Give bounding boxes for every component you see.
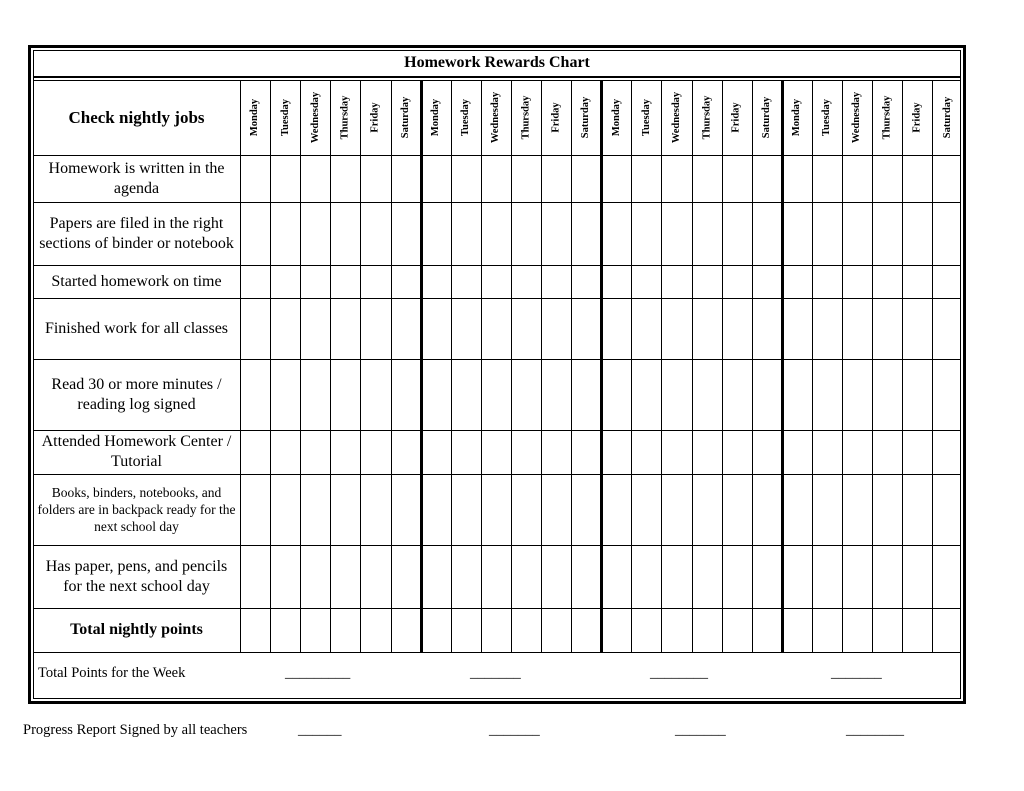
check-cell[interactable] [842, 265, 872, 298]
check-cell[interactable] [631, 265, 661, 298]
check-cell[interactable] [300, 155, 330, 202]
check-cell[interactable] [330, 265, 360, 298]
day-header [270, 80, 300, 155]
check-cell[interactable] [692, 265, 722, 298]
check-cell[interactable] [722, 202, 752, 265]
check-cell[interactable] [300, 474, 330, 545]
check-cell[interactable] [722, 298, 752, 359]
check-cell[interactable] [812, 155, 842, 202]
day-header-label: Monday [430, 98, 442, 137]
day-header-label: Saturday [941, 96, 953, 139]
check-cell[interactable] [541, 202, 571, 265]
check-cell[interactable] [752, 202, 782, 265]
day-header [932, 80, 962, 155]
day-header [601, 80, 631, 155]
check-cell[interactable] [330, 430, 360, 474]
check-cell[interactable] [722, 545, 752, 608]
day-header-label: Thursday [881, 95, 893, 140]
check-cell[interactable] [481, 608, 511, 652]
week-total-blank[interactable]: _______ [470, 665, 521, 681]
progress-report-blank[interactable]: _______ [489, 722, 540, 738]
check-cell[interactable] [842, 155, 872, 202]
check-cell[interactable] [812, 430, 842, 474]
day-header-label: Tuesday [279, 99, 291, 136]
task-label: Papers are filed in the right sections of binder or notebook [39, 214, 234, 252]
check-cell[interactable] [601, 359, 631, 430]
check-cell[interactable] [541, 298, 571, 359]
check-cell[interactable] [511, 155, 541, 202]
day-header-label: Friday [731, 102, 743, 133]
check-cell[interactable] [752, 359, 782, 430]
check-cell[interactable] [872, 155, 902, 202]
check-cell[interactable] [421, 474, 451, 545]
check-cell[interactable] [872, 298, 902, 359]
check-cell[interactable] [601, 298, 631, 359]
task-label: Finished work for all classes [44, 319, 229, 337]
check-cell[interactable] [661, 298, 691, 359]
check-cell[interactable] [902, 430, 932, 474]
check-cell[interactable] [692, 359, 722, 430]
check-cell[interactable] [752, 298, 782, 359]
check-cell[interactable] [571, 545, 601, 608]
check-cell[interactable] [511, 265, 541, 298]
day-header [481, 80, 511, 155]
check-cell[interactable] [661, 155, 691, 202]
check-cell[interactable] [752, 155, 782, 202]
check-cell[interactable] [511, 430, 541, 474]
check-cell[interactable] [872, 474, 902, 545]
day-header-label: Friday [911, 102, 923, 133]
day-header [571, 80, 601, 155]
day-header-label: Thursday [701, 95, 713, 140]
day-header-label: Thursday [520, 95, 532, 140]
check-cell[interactable] [360, 298, 390, 359]
check-cell[interactable] [932, 155, 962, 202]
check-cell[interactable] [541, 430, 571, 474]
check-cell[interactable] [541, 608, 571, 652]
check-cell[interactable] [661, 359, 691, 430]
check-cell[interactable] [872, 608, 902, 652]
check-cell[interactable] [240, 359, 270, 430]
check-cell[interactable] [812, 265, 842, 298]
check-cell[interactable] [270, 155, 300, 202]
check-cell[interactable] [752, 265, 782, 298]
day-header-label: Friday [369, 102, 381, 133]
check-cell[interactable] [631, 298, 661, 359]
check-cell[interactable] [360, 265, 390, 298]
check-cell[interactable] [571, 474, 601, 545]
check-cell[interactable] [391, 359, 421, 430]
check-cell[interactable] [541, 474, 571, 545]
check-cell[interactable] [932, 474, 962, 545]
check-cell[interactable] [451, 430, 481, 474]
day-header-label: Monday [249, 98, 261, 137]
day-header [752, 80, 782, 155]
check-cell[interactable] [902, 202, 932, 265]
check-cell[interactable] [631, 155, 661, 202]
check-cell[interactable] [661, 430, 691, 474]
check-cell[interactable] [722, 474, 752, 545]
check-cell[interactable] [872, 545, 902, 608]
task-label: Attended Homework Center / Tutorial [41, 433, 232, 470]
check-cell[interactable] [300, 298, 330, 359]
check-cell[interactable] [451, 265, 481, 298]
check-cell[interactable] [631, 474, 661, 545]
check-cell[interactable] [330, 359, 360, 430]
header-label: Check nightly jobs [68, 107, 205, 127]
check-cell[interactable] [932, 608, 962, 652]
day-header-label: Friday [550, 102, 562, 133]
day-header-label: Saturday [761, 96, 773, 139]
check-cell[interactable] [421, 202, 451, 265]
day-header [300, 80, 330, 155]
check-cell[interactable] [601, 608, 631, 652]
check-cell[interactable] [511, 359, 541, 430]
check-cell[interactable] [240, 608, 270, 652]
check-cell[interactable] [661, 265, 691, 298]
check-cell[interactable] [692, 298, 722, 359]
check-cell[interactable] [932, 545, 962, 608]
check-cell[interactable] [722, 430, 752, 474]
check-cell[interactable] [240, 545, 270, 608]
check-cell[interactable] [240, 202, 270, 265]
check-cell[interactable] [601, 202, 631, 265]
day-header-label: Tuesday [640, 99, 652, 136]
day-header-label: Saturday [400, 96, 412, 139]
check-cell[interactable] [932, 359, 962, 430]
check-cell[interactable] [300, 545, 330, 608]
check-cell[interactable] [902, 265, 932, 298]
check-cell[interactable] [692, 430, 722, 474]
check-cell[interactable] [240, 265, 270, 298]
day-header-label: Monday [610, 98, 622, 137]
check-cell[interactable] [391, 474, 421, 545]
check-cell[interactable] [511, 202, 541, 265]
progress-report-label: Progress Report Signed by all teachers [23, 722, 248, 738]
check-cell[interactable] [902, 359, 932, 430]
check-cell[interactable] [842, 202, 872, 265]
day-header-label: Saturday [580, 96, 592, 139]
check-cell[interactable] [631, 202, 661, 265]
check-cell[interactable] [571, 359, 601, 430]
check-cell[interactable] [601, 265, 631, 298]
check-cell[interactable] [330, 608, 360, 652]
day-header-label: Thursday [339, 95, 351, 140]
task-label: Books, binders, notebooks, and folders are in backpack ready for the next school day [37, 485, 236, 534]
check-cell[interactable] [752, 608, 782, 652]
check-cell[interactable] [601, 545, 631, 608]
chart-title: Homework Rewards Chart [33, 50, 961, 78]
week-total-blank[interactable]: _______ [831, 665, 882, 681]
day-header [360, 80, 390, 155]
day-header [451, 80, 481, 155]
check-cell[interactable] [752, 474, 782, 545]
check-cell[interactable] [571, 430, 601, 474]
check-cell[interactable] [571, 155, 601, 202]
check-cell[interactable] [451, 608, 481, 652]
check-cell[interactable] [902, 545, 932, 608]
check-cell[interactable] [902, 155, 932, 202]
check-cell[interactable] [571, 608, 601, 652]
check-cell[interactable] [601, 474, 631, 545]
check-cell[interactable] [782, 298, 812, 359]
task-label: Read 30 or more minutes / reading log signed [51, 375, 222, 413]
check-cell[interactable] [902, 608, 932, 652]
check-cell[interactable] [782, 474, 812, 545]
check-cell[interactable] [782, 545, 812, 608]
check-cell[interactable] [300, 608, 330, 652]
check-cell[interactable] [782, 359, 812, 430]
check-cell[interactable] [300, 265, 330, 298]
check-cell[interactable] [481, 430, 511, 474]
day-header [872, 80, 902, 155]
check-cell[interactable] [391, 545, 421, 608]
check-cell[interactable] [511, 474, 541, 545]
check-cell[interactable] [722, 359, 752, 430]
total-week-label: Total Points for the Week [38, 665, 186, 681]
check-cell[interactable] [360, 359, 390, 430]
check-cell[interactable] [842, 545, 872, 608]
day-header [330, 80, 360, 155]
check-cell[interactable] [932, 265, 962, 298]
check-cell[interactable] [481, 474, 511, 545]
check-cell[interactable] [270, 608, 300, 652]
check-cell[interactable] [692, 474, 722, 545]
check-cell[interactable] [391, 265, 421, 298]
day-header [240, 80, 270, 155]
check-cell[interactable] [330, 298, 360, 359]
day-header [842, 80, 872, 155]
progress-report-blank[interactable]: _______ [675, 722, 726, 738]
day-header-label: Wednesday [490, 91, 502, 144]
check-cell[interactable] [360, 474, 390, 545]
day-header [511, 80, 541, 155]
check-cell[interactable] [481, 545, 511, 608]
check-cell[interactable] [631, 545, 661, 608]
check-cell[interactable] [360, 545, 390, 608]
check-cell[interactable] [481, 298, 511, 359]
day-header [421, 80, 451, 155]
check-cell[interactable] [481, 359, 511, 430]
check-cell[interactable] [692, 155, 722, 202]
check-cell[interactable] [511, 298, 541, 359]
check-cell[interactable] [782, 265, 812, 298]
check-cell[interactable] [571, 298, 601, 359]
check-cell[interactable] [631, 430, 661, 474]
check-cell[interactable] [451, 298, 481, 359]
check-cell[interactable] [752, 545, 782, 608]
check-cell[interactable] [391, 298, 421, 359]
day-header [631, 80, 661, 155]
check-cell[interactable] [571, 265, 601, 298]
check-cell[interactable] [391, 608, 421, 652]
check-cell[interactable] [752, 430, 782, 474]
check-cell[interactable] [360, 155, 390, 202]
check-cell[interactable] [330, 474, 360, 545]
task-label: Homework is written in the agenda [48, 159, 225, 197]
day-header [391, 80, 421, 155]
check-cell[interactable] [421, 155, 451, 202]
check-cell[interactable] [391, 202, 421, 265]
check-cell[interactable] [872, 359, 902, 430]
check-cell[interactable] [330, 202, 360, 265]
check-cell[interactable] [481, 265, 511, 298]
check-cell[interactable] [631, 608, 661, 652]
check-cell[interactable] [270, 265, 300, 298]
check-cell[interactable] [421, 298, 451, 359]
check-cell[interactable] [360, 202, 390, 265]
check-cell[interactable] [270, 430, 300, 474]
check-cell[interactable] [782, 155, 812, 202]
check-cell[interactable] [330, 155, 360, 202]
check-cell[interactable] [270, 359, 300, 430]
check-cell[interactable] [541, 359, 571, 430]
check-cell[interactable] [872, 265, 902, 298]
check-cell[interactable] [360, 430, 390, 474]
check-cell[interactable] [902, 298, 932, 359]
progress-report-blank[interactable]: ________ [846, 722, 904, 738]
day-header-label: Wednesday [851, 91, 863, 144]
check-cell[interactable] [812, 359, 842, 430]
check-cell[interactable] [932, 202, 962, 265]
check-cell[interactable] [421, 545, 451, 608]
check-cell[interactable] [360, 608, 390, 652]
check-cell[interactable] [842, 608, 872, 652]
check-cell[interactable] [541, 545, 571, 608]
check-cell[interactable] [692, 545, 722, 608]
check-cell[interactable] [601, 430, 631, 474]
check-cell[interactable] [300, 202, 330, 265]
check-cell[interactable] [421, 265, 451, 298]
check-cell[interactable] [812, 202, 842, 265]
check-cell[interactable] [421, 359, 451, 430]
check-cell[interactable] [842, 430, 872, 474]
check-cell[interactable] [661, 545, 691, 608]
day-header [782, 80, 812, 155]
check-cell[interactable] [270, 202, 300, 265]
day-header-label: Tuesday [460, 99, 472, 136]
check-cell[interactable] [421, 608, 451, 652]
check-cell[interactable] [782, 430, 812, 474]
check-cell[interactable] [872, 202, 902, 265]
check-cell[interactable] [571, 202, 601, 265]
check-cell[interactable] [240, 298, 270, 359]
task-label: Started homework on time [51, 272, 222, 290]
check-cell[interactable] [661, 608, 691, 652]
day-header-label: Monday [791, 98, 803, 137]
check-cell[interactable] [661, 202, 691, 265]
check-cell[interactable] [692, 608, 722, 652]
check-cell[interactable] [270, 545, 300, 608]
check-cell[interactable] [722, 155, 752, 202]
check-cell[interactable] [722, 265, 752, 298]
check-cell[interactable] [300, 359, 330, 430]
week-total-blank[interactable]: _________ [285, 665, 351, 681]
day-header-label: Wednesday [309, 91, 321, 144]
check-cell[interactable] [661, 474, 691, 545]
check-cell[interactable] [842, 359, 872, 430]
total-nightly-points-label: Total nightly points [70, 621, 203, 638]
day-header [661, 80, 691, 155]
task-label: Has paper, pens, and pencils for the next school day [45, 557, 228, 595]
check-cell[interactable] [932, 298, 962, 359]
day-header [722, 80, 752, 155]
check-cell[interactable] [842, 298, 872, 359]
check-cell[interactable] [451, 359, 481, 430]
check-cell[interactable] [541, 155, 571, 202]
check-cell[interactable] [300, 430, 330, 474]
day-header-label: Wednesday [670, 91, 682, 144]
check-cell[interactable] [240, 430, 270, 474]
day-header-label: Tuesday [821, 99, 833, 136]
check-cell[interactable] [842, 474, 872, 545]
check-cell[interactable] [511, 545, 541, 608]
check-cell[interactable] [451, 545, 481, 608]
check-cell[interactable] [692, 202, 722, 265]
week-total-blank[interactable]: ________ [650, 665, 708, 681]
check-cell[interactable] [812, 608, 842, 652]
check-cell[interactable] [812, 474, 842, 545]
check-cell[interactable] [601, 155, 631, 202]
check-cell[interactable] [631, 359, 661, 430]
check-cell[interactable] [481, 202, 511, 265]
day-header [812, 80, 842, 155]
check-cell[interactable] [240, 155, 270, 202]
check-cell[interactable] [421, 430, 451, 474]
check-cell[interactable] [391, 155, 421, 202]
day-header [541, 80, 571, 155]
check-cell[interactable] [481, 155, 511, 202]
check-cell[interactable] [330, 545, 360, 608]
check-cell[interactable] [872, 430, 902, 474]
check-cell[interactable] [722, 608, 752, 652]
check-cell[interactable] [782, 608, 812, 652]
check-cell[interactable] [270, 474, 300, 545]
check-cell[interactable] [932, 430, 962, 474]
check-cell[interactable] [812, 545, 842, 608]
check-cell[interactable] [270, 298, 300, 359]
progress-report-blank[interactable]: ______ [298, 722, 342, 738]
check-cell[interactable] [511, 608, 541, 652]
check-cell[interactable] [451, 202, 481, 265]
check-cell[interactable] [240, 474, 270, 545]
check-cell[interactable] [812, 298, 842, 359]
day-header [692, 80, 722, 155]
check-cell[interactable] [451, 474, 481, 545]
check-cell[interactable] [902, 474, 932, 545]
check-cell[interactable] [451, 155, 481, 202]
check-cell[interactable] [391, 430, 421, 474]
day-header [902, 80, 932, 155]
check-cell[interactable] [541, 265, 571, 298]
check-cell[interactable] [782, 202, 812, 265]
